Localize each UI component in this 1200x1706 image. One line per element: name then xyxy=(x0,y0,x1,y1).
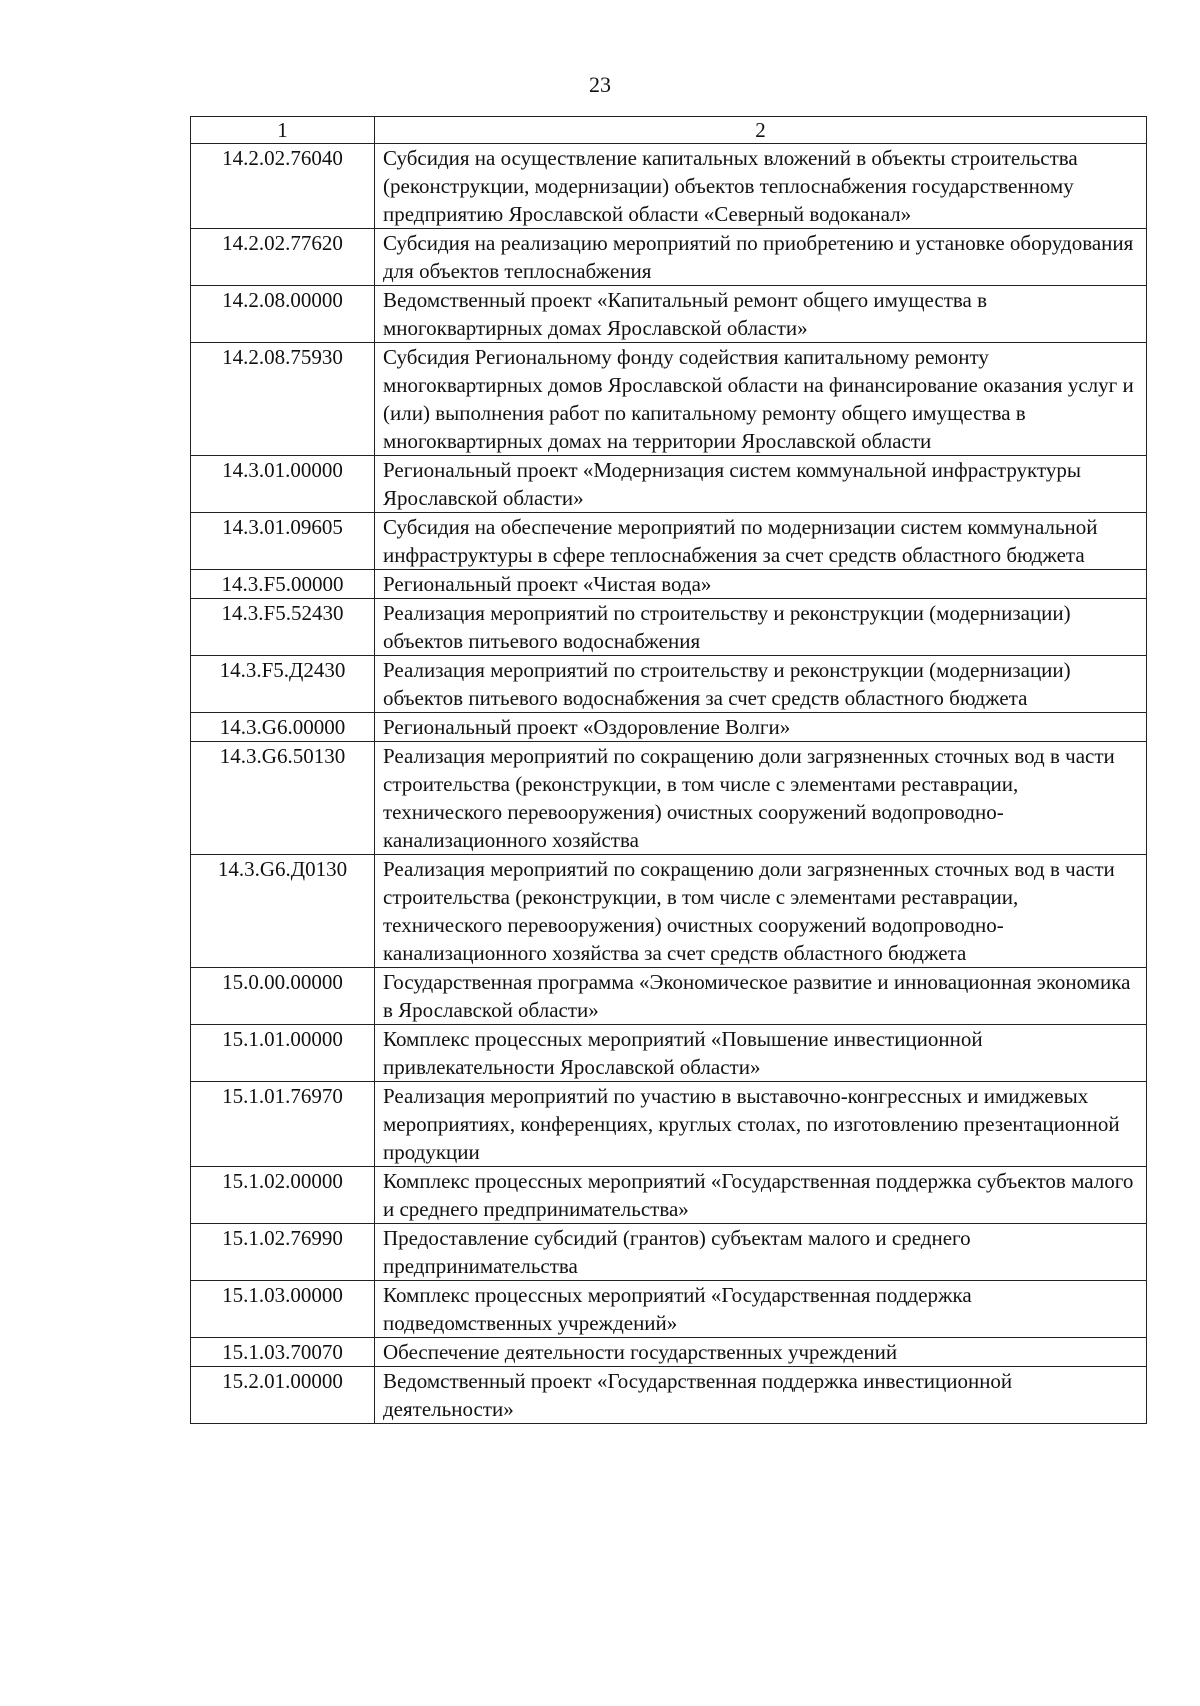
code-cell: 15.2.01.00000 xyxy=(191,1367,375,1424)
code-cell: 14.3.F5.Д2430 xyxy=(191,656,375,713)
description-cell: Комплекс процессных мероприятий «Государственная поддержка подведомственных учреждений» xyxy=(375,1281,1147,1338)
table-row xyxy=(191,1224,1147,1281)
code-cell: 14.2.08.75930 xyxy=(191,343,375,456)
description-cell: Реализация мероприятий по строительству и реконструкции (модернизации) объектов питьевого водоснабжения за счет средств областного бюджета xyxy=(375,656,1147,713)
code-cell: 14.3.F5.00000 xyxy=(191,570,375,599)
table-row xyxy=(191,968,1147,1025)
code-cell: 15.1.03.70070 xyxy=(191,1338,375,1367)
code-cell: 15.1.01.00000 xyxy=(191,1025,375,1082)
table-row xyxy=(191,1281,1147,1338)
code-cell: 15.0.00.00000 xyxy=(191,968,375,1025)
column-header-description: 2 xyxy=(375,117,1147,144)
table-row xyxy=(191,144,1147,229)
code-cell: 15.1.01.76970 xyxy=(191,1082,375,1167)
description-cell: Государственная программа «Экономическое развитие и инновационная экономика в Ярославской области» xyxy=(375,968,1147,1025)
table-row xyxy=(191,742,1147,855)
table-row xyxy=(191,713,1147,742)
code-cell: 14.2.02.77620 xyxy=(191,229,375,286)
description-cell: Комплекс процессных мероприятий «Государственная поддержка субъектов малого и среднего предпринимательства» xyxy=(375,1167,1147,1224)
description-cell: Субсидия на обеспечение мероприятий по модернизации систем коммунальной инфраструктуры в сфере теплоснабжения за счет средств областного бюджета xyxy=(375,513,1147,570)
table-row xyxy=(191,229,1147,286)
table-header-row xyxy=(191,117,1147,144)
column-header-code: 1 xyxy=(191,117,375,144)
table-row xyxy=(191,1338,1147,1367)
description-cell: Субсидия на реализацию мероприятий по приобретению и установке оборудования для объектов теплоснабжения xyxy=(375,229,1147,286)
description-cell: Ведомственный проект «Капитальный ремонт общего имущества в многоквартирных домах Ярославской области» xyxy=(375,286,1147,343)
description-cell: Реализация мероприятий по сокращению доли загрязненных сточных вод в части строительства (реконструкции, в том числе с элементами реставрации, технического перевооружения) очистных сооружений водопроводно-канализационного хозяйства xyxy=(375,742,1147,855)
description-cell: Предоставление субсидий (грантов) субъектам малого и среднего предпринимательства xyxy=(375,1224,1147,1281)
code-cell: 14.3.F5.52430 xyxy=(191,599,375,656)
page-number: 23 xyxy=(589,72,611,97)
code-cell: 15.1.02.76990 xyxy=(191,1224,375,1281)
description-cell: Комплекс процессных мероприятий «Повышение инвестиционной привлекательности Ярославской области» xyxy=(375,1025,1147,1082)
code-cell: 14.3.01.00000 xyxy=(191,456,375,513)
code-cell: 15.1.03.00000 xyxy=(191,1281,375,1338)
budget-codes-table xyxy=(190,116,1147,1424)
description-cell: Региональный проект «Чистая вода» xyxy=(375,570,1147,599)
code-cell: 14.3.G6.Д0130 xyxy=(191,855,375,968)
table-row xyxy=(191,1082,1147,1167)
table-row xyxy=(191,1367,1147,1424)
description-cell: Обеспечение деятельности государственных учреждений xyxy=(375,1338,1147,1367)
code-cell: 14.3.G6.00000 xyxy=(191,713,375,742)
code-cell: 14.2.02.76040 xyxy=(191,144,375,229)
description-cell: Субсидия на осуществление капитальных вложений в объекты строительства (реконструкции, модернизации) объектов теплоснабжения государственному предприятию Ярославской области «Северный водоканал» xyxy=(375,144,1147,229)
table-row xyxy=(191,656,1147,713)
table-row xyxy=(191,599,1147,656)
description-cell: Региональный проект «Модернизация систем коммунальной инфраструктуры Ярославской области» xyxy=(375,456,1147,513)
code-cell: 14.2.08.00000 xyxy=(191,286,375,343)
table-row xyxy=(191,513,1147,570)
table-row xyxy=(191,570,1147,599)
description-cell: Субсидия Региональному фонду содействия капитальному ремонту многоквартирных домов Ярославской области на финансирование оказания услуг и (или) выполнения работ по капитальному ремонту общего имущества в многоквартирных домах на территории Ярославской области xyxy=(375,343,1147,456)
table-row xyxy=(191,286,1147,343)
table-row xyxy=(191,1025,1147,1082)
table-row xyxy=(191,456,1147,513)
table-row xyxy=(191,1167,1147,1224)
code-cell: 14.3.01.09605 xyxy=(191,513,375,570)
table-row xyxy=(191,343,1147,456)
table-row xyxy=(191,855,1147,968)
description-cell: Региональный проект «Оздоровление Волги» xyxy=(375,713,1147,742)
description-cell: Ведомственный проект «Государственная поддержка инвестиционной деятельности» xyxy=(375,1367,1147,1424)
description-cell: Реализация мероприятий по участию в выставочно-конгрессных и имиджевых мероприятиях, конференциях, круглых столах, по изготовлению презентационной продукции xyxy=(375,1082,1147,1167)
description-cell: Реализация мероприятий по строительству и реконструкции (модернизации) объектов питьевого водоснабжения xyxy=(375,599,1147,656)
code-cell: 15.1.02.00000 xyxy=(191,1167,375,1224)
code-cell: 14.3.G6.50130 xyxy=(191,742,375,855)
description-cell: Реализация мероприятий по сокращению доли загрязненных сточных вод в части строительства (реконструкции, в том числе с элементами реставрации, технического перевооружения) очистных сооружений водопроводно-канализационного хозяйства за счет средств областного бюджета xyxy=(375,855,1147,968)
